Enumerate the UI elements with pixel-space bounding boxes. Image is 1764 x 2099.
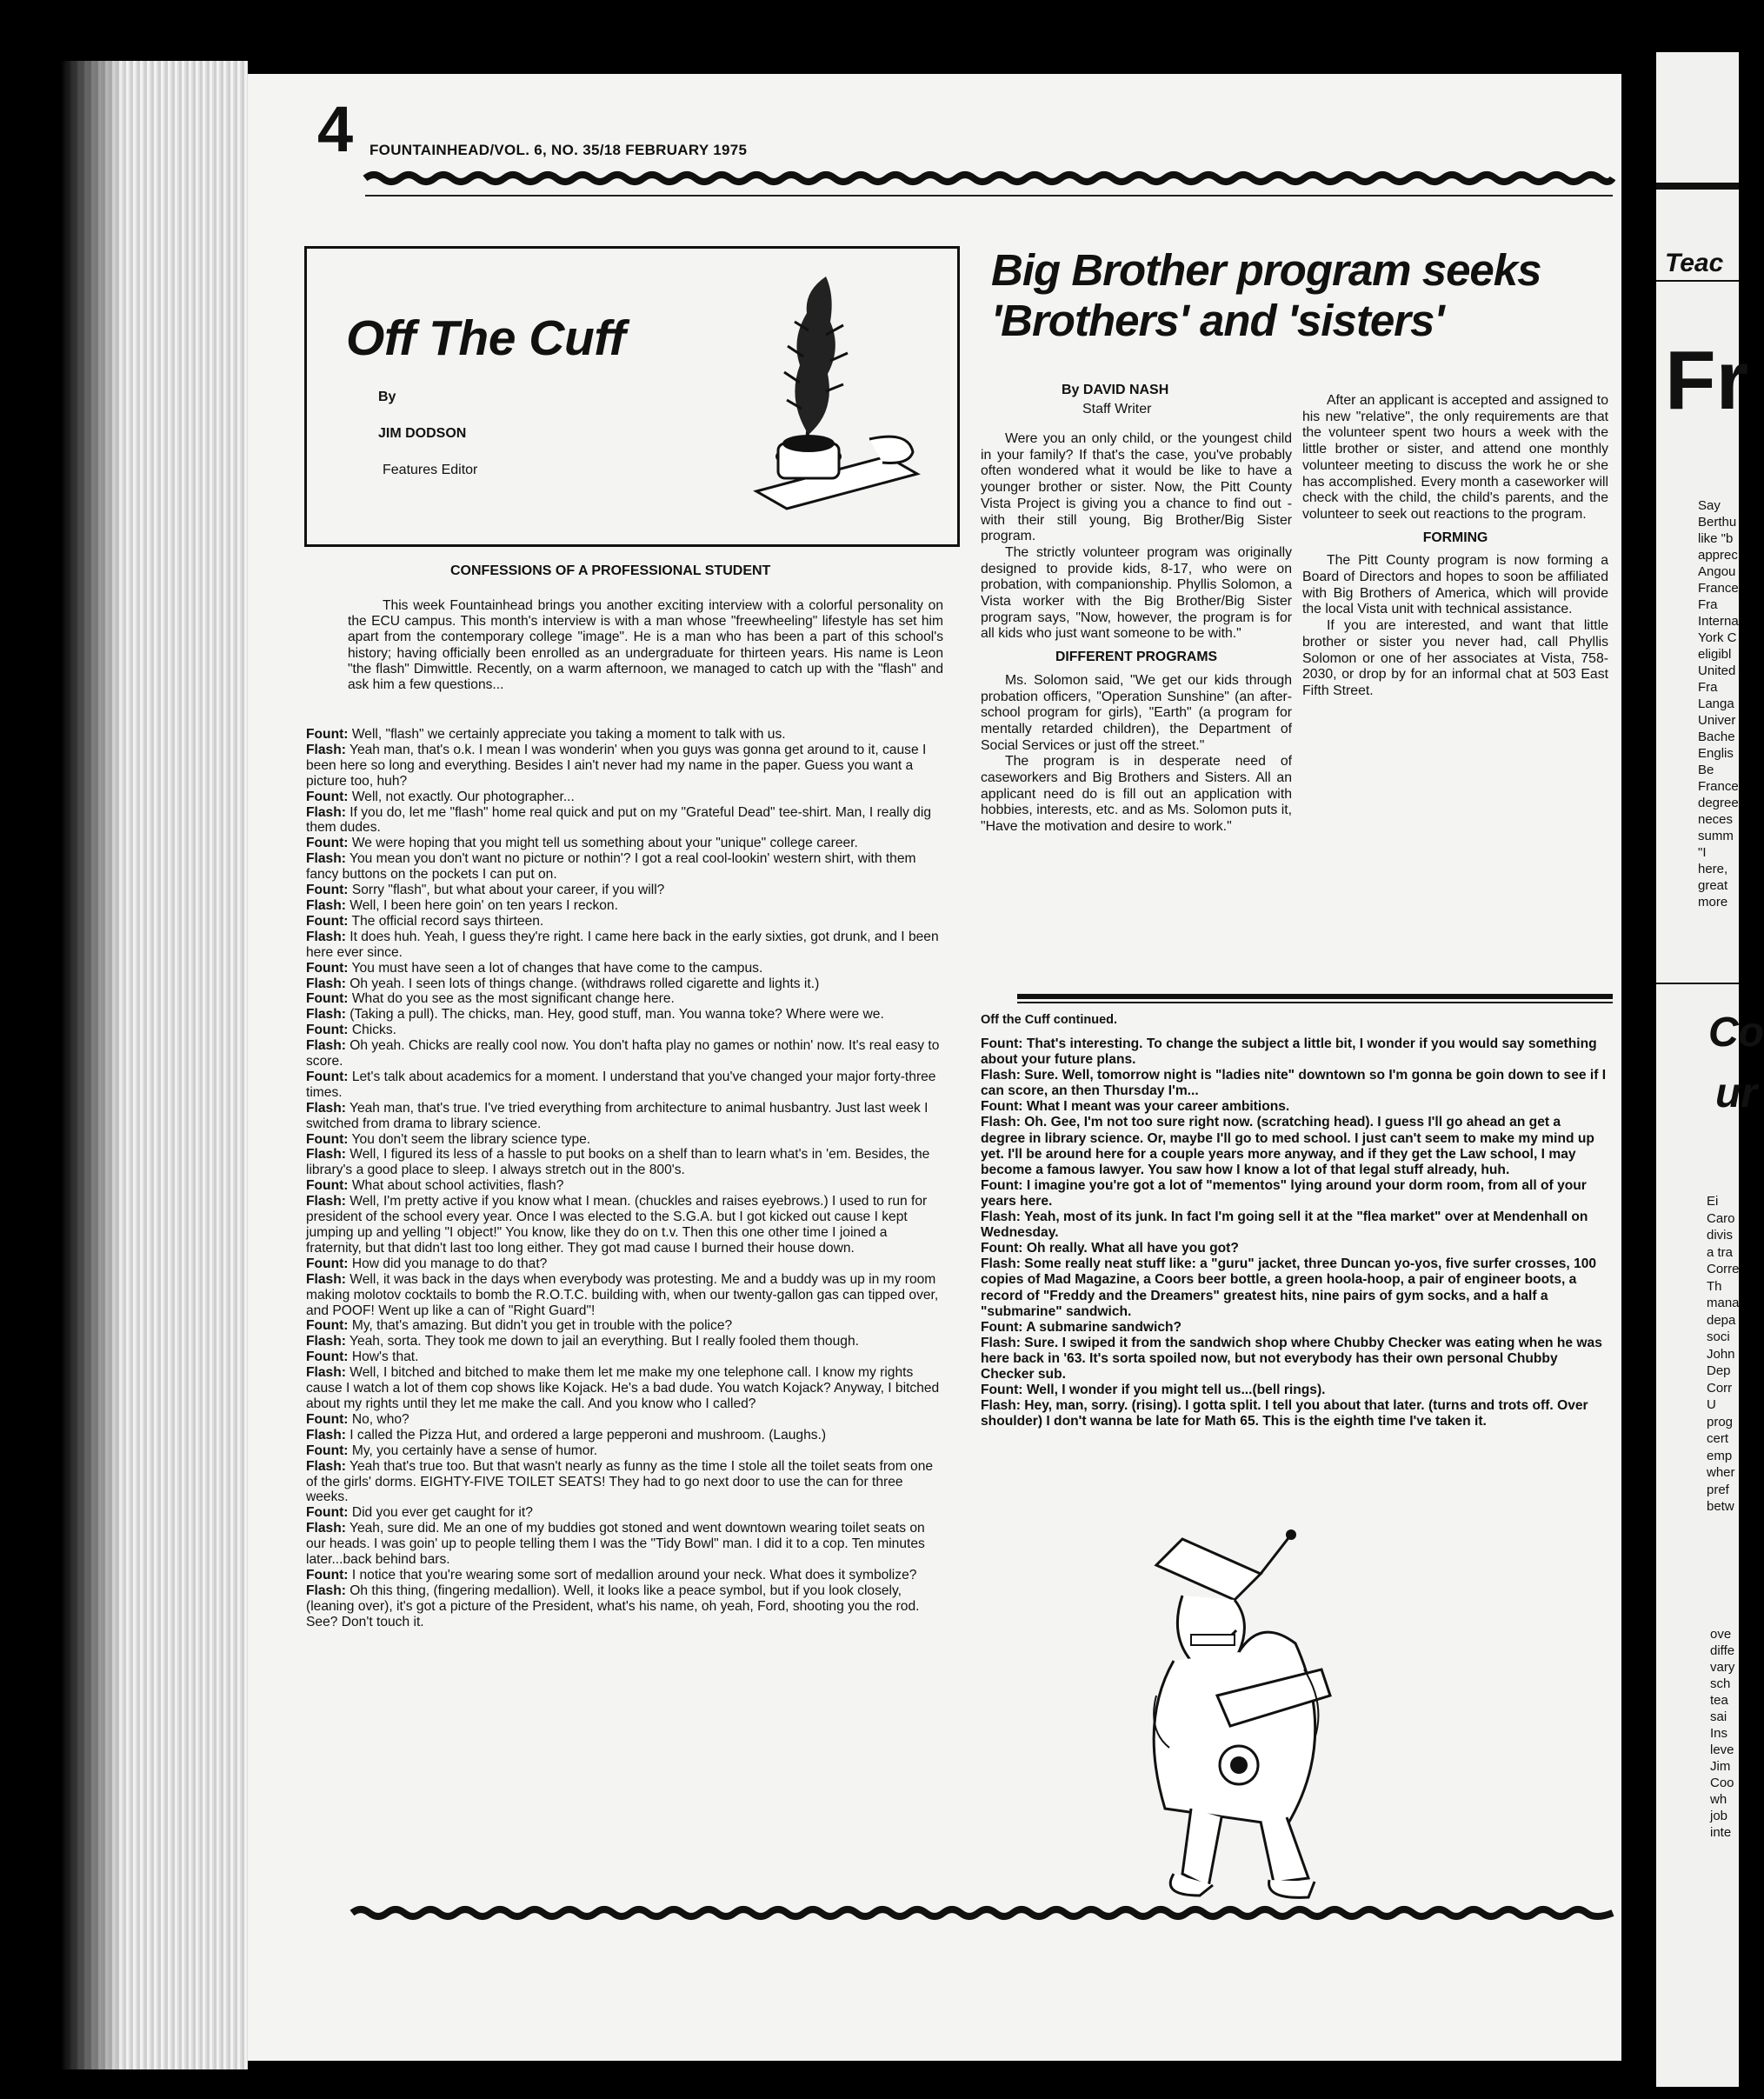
dialogue-line <box>306 1428 943 1443</box>
fragment-line: depa <box>1707 1312 1736 1328</box>
dialogue-line <box>306 1069 943 1101</box>
dialogue-text: Well, I been here goin' on ten years I reckon. <box>345 897 618 913</box>
dialogue-line <box>306 1459 943 1506</box>
speaker-label: Fount: <box>306 1567 349 1583</box>
big-brother-headline <box>991 245 1617 346</box>
fragment-line: Angou <box>1698 564 1736 579</box>
dialogue-line <box>306 1194 943 1256</box>
dialogue-line <box>306 1038 943 1069</box>
dialogue-line <box>981 1209 1607 1241</box>
fragment-line: leve <box>1710 1743 1734 1757</box>
fragment-line: more <box>1698 895 1728 910</box>
big-brother-column-1 <box>981 431 1292 836</box>
fragment-line: great <box>1698 878 1728 893</box>
fragment-line: sai <box>1710 1709 1727 1724</box>
speaker-label: Flash: <box>306 929 346 944</box>
fragment-line: "I <box>1698 845 1707 860</box>
fragment-line: Interna <box>1698 614 1739 629</box>
dialogue-text: The official record says thirteen. <box>348 913 544 929</box>
dialogue-line <box>306 898 943 914</box>
speaker-label: Fount: <box>306 1023 349 1038</box>
speaker-label: Fount: <box>306 1505 349 1521</box>
dialogue-text: Yeah, sorta. They took me down to jail an everything. But I really fooled them though. <box>345 1334 859 1349</box>
dialogue-line <box>306 1007 943 1023</box>
dialogue-line <box>306 961 943 976</box>
dialogue-text: Yeah that's true too. But that wasn't nearly as funny as the time I stole all the toilet seats from one of the girls' dorms. EIGHTY-FIVE TOILET SEATS! They had to go next door to use the can for three weeks. <box>306 1458 934 1505</box>
next-page-column-b <box>1707 1193 1740 1516</box>
fragment-line: diffe <box>1710 1643 1735 1658</box>
fragment-line: Univer <box>1698 713 1736 728</box>
fragment-line: Langa <box>1698 696 1734 711</box>
dialogue-text: We were hoping that you might tell us something about your "unique" college career. <box>348 836 858 851</box>
speaker-label: Fount: <box>981 1319 1023 1335</box>
speaker-label: Fount: <box>306 1069 349 1084</box>
speaker-label: Fount: <box>306 960 349 976</box>
fragment-line: Ei <box>1707 1194 1719 1209</box>
speaker-label: Fount: <box>306 1318 349 1334</box>
fragment-line: pref <box>1707 1482 1729 1497</box>
fragment-line: U <box>1707 1397 1716 1412</box>
feature-intro: This week Fountainhead brings you another exciting interview with a colorful personality on the ECU campus. This month's interview is with a man whose "freewheeling" lifestyle has set him apart from the contemporary college "image". He is a man who has been a part of this school's history; having officially been enrolled as an undergraduate for thirteen years. His name is Leon "the flash" Dimwittle. Recently, on a warm afternoon, we managed to catch up with the "flash" and ask him a few questions... <box>348 598 943 693</box>
speaker-label: Flash: <box>306 976 346 991</box>
speaker-label: Flash: <box>306 1334 346 1349</box>
dialogue-text: What do you see as the most significant change here. <box>348 991 675 1007</box>
fragment-line: like "b <box>1698 531 1734 546</box>
dialogue-line <box>306 883 943 898</box>
binding-gutter <box>1621 0 1656 2099</box>
speaker-label: Flash: <box>306 1458 346 1474</box>
speaker-label: Flash: <box>306 1521 346 1536</box>
dialogue-line <box>306 1023 943 1038</box>
divider-rule-thin <box>1017 1002 1613 1003</box>
fragment-line: Bache <box>1698 730 1735 744</box>
dialogue-line <box>306 1318 943 1334</box>
dialogue-text: Oh yeah. I seen lots of things change. (withdraws rolled cigarette and lights it.) <box>345 976 820 991</box>
dialogue-text: Well, I bitched and bitched to make them let me make my one telephone call. I know my rights cause I watch a lot of them cop shows like Kojack. He's a bad dude. You watch Kojack? Anyway, I bitched about my rights until they let me make the call. And you know who I called? <box>306 1365 940 1411</box>
paragraph: If you are interested, and want that little brother or sister you never had, call Phyllis Solomon or one of her associates at Vista, 758-2030, or drop by for an informal chat at 503 East Fifth Street. <box>1302 618 1608 698</box>
speaker-label: Flash: <box>306 1007 346 1023</box>
dialogue-text: A submarine sandwich? <box>1022 1319 1182 1335</box>
fragment-line: Caro <box>1707 1210 1735 1226</box>
speaker-label: Fount: <box>306 727 349 742</box>
page-number: 4 <box>317 93 354 165</box>
dialogue-text: That's interesting. To change the subject a little bit, I wonder if you would say something about your future plans. <box>981 1036 1597 1068</box>
speaker-label: Fount: <box>306 1178 349 1194</box>
dialogue-text: My, you certainly have a sense of humor. <box>348 1443 598 1458</box>
big-brother-byline: By DAVID NASH <box>1062 383 1169 397</box>
dialogue-line <box>981 1398 1607 1429</box>
fragment-line: sch <box>1710 1676 1731 1691</box>
fragment-line: Corre <box>1707 1262 1740 1276</box>
speaker-label: Flash: <box>306 1038 346 1054</box>
dialogue-line <box>306 1272 943 1319</box>
dialogue-text: Let's talk about academics for a moment. I understand that you've changed your major forty-three times. <box>306 1069 936 1100</box>
dialogue-line <box>306 1147 943 1178</box>
speaker-label: Fount: <box>306 1131 349 1147</box>
dialogue-line <box>981 1036 1607 1068</box>
speaker-label: Flash: <box>306 1583 346 1598</box>
speaker-label: Fount: <box>981 1036 1023 1051</box>
dialogue-text: Oh really. What all have you got? <box>1022 1241 1239 1256</box>
dialogue-line <box>981 1115 1607 1177</box>
speaker-label: Flash: <box>306 1194 346 1209</box>
fragment-line: degree <box>1698 796 1739 810</box>
dialogue-text: Chicks. <box>348 1023 396 1038</box>
dialogue-text: You don't seem the library science type. <box>348 1131 591 1147</box>
paragraph: Ms. Solomon said, "We get our kids through probation officers, "Operation Sunshine" (an after-school program for girls), "Earth" (a program for mentally retarded children), the Department of Social Services or just off the street." <box>981 672 1292 753</box>
dialogue-text: Well, "flash" we certainly appreciate you taking a moment to talk with us. <box>348 727 786 742</box>
next-page-headline-2b: ur <box>1715 1070 1757 1116</box>
dialogue-text: No, who? <box>348 1411 409 1427</box>
fragment-line: Fra <box>1698 597 1718 612</box>
dialogue-text: It does huh. Yeah, I guess they're right. I came here back in the early sixties, got drunk, and I been here ever since. <box>306 929 939 960</box>
dialogue-line <box>306 1443 943 1459</box>
dialogue-text: Some really neat stuff like: a "guru" jacket, three Duncan yo-yos, five surfer crosses, 100 copies of Mad Magazine, a Coors beer bottle, a green hoola-hoop, a pair of engineer boots, a record of "Freddy and the Dreamers" greatest hits, nine pairs of gym socks, and a half a "submarine" sandwich. <box>981 1256 1597 1319</box>
speaker-label: Flash: <box>981 1398 1021 1414</box>
issue-line: FOUNTAINHEAD/VOL. 6, NO. 35/18 FEBRUARY 1975 <box>369 142 748 158</box>
dialogue-text: Oh. Gee, I'm not too sure right now. (scratching head). I guess I'll go ahead an get a degree in library science. Or, maybe I'll go to med school. I just can't seem to make my mind up yet. I'll be around here for a couple years more anyway, and if they get the Law school, I may become a famous lawyer. You saw how I know a lot of that legal stuff already, huh. <box>981 1115 1594 1177</box>
feature-author: JIM DODSON <box>378 426 467 441</box>
dialogue-line <box>306 1101 943 1132</box>
dialogue-line <box>306 1583 943 1630</box>
speaker-label: Flash: <box>306 1427 346 1443</box>
fragment-line: soci <box>1707 1329 1730 1344</box>
page-stack-edge <box>61 61 248 2069</box>
dialogue-line <box>306 914 943 930</box>
dialogue-text: Sure. I swiped it from the sandwich shop where Chubby Checker was eating when he was here back in '63. It's sorta spoiled now, but not everybody has their own personal Chubby Checker sub. <box>981 1335 1602 1382</box>
dialogue-text: My, that's amazing. But didn't you get in trouble with the police? <box>348 1318 733 1334</box>
dialogue-text: I called the Pizza Hut, and ordered a large pepperoni and mushroom. (Laughs.) <box>345 1427 827 1443</box>
paragraph: The strictly volunteer program was originally designed to provide kids, 8-17, who were on probation, with companionship. Phyllis Solomon, a Vista worker with the Big Brother/Big Sister program says, "Now, however, the program is for all kids who just want someone to be with." <box>981 544 1292 642</box>
dialogue-line <box>306 1412 943 1428</box>
fragment-line: France <box>1698 581 1739 596</box>
dialogue-line <box>306 851 943 883</box>
speaker-label: Flash: <box>306 1271 346 1287</box>
dialogue-text: You mean you don't want no picture or nothin'? I got a real cool-lookin' western shirt, with them fancy buttons on the pockets I can put on. <box>306 851 916 883</box>
speaker-label: Fount: <box>306 991 349 1007</box>
fragment-line: Fra <box>1698 680 1718 695</box>
paragraph: Were you an only child, or the youngest child in your family? If that's the case, you've probably often wondered what it would be like to have a younger brother or sister. Now, the Pitt County Vista Project is giving you a chance to find out - with their still young, Big Brother/Big Sister program. <box>981 431 1292 544</box>
dialogue-line <box>306 1505 943 1521</box>
fragment-line: Berthu <box>1698 515 1737 530</box>
fragment-line: here, <box>1698 862 1728 876</box>
dialogue-line <box>306 976 943 992</box>
dialogue-text: Sure. Well, tomorrow night is "ladies nite" downtown so I'm gonna be goin down to see if I can score, an then Thursday I'm... <box>981 1068 1607 1099</box>
speaker-label: Flash: <box>306 851 346 867</box>
speaker-label: Fount: <box>306 883 349 898</box>
dialogue-text: I notice that you're wearing some sort of medallion around your neck. What does it symbolize? <box>348 1567 917 1583</box>
fragment-line: Say <box>1698 498 1721 513</box>
speaker-label: Fount: <box>306 836 349 851</box>
fragment-line: summ <box>1698 829 1734 843</box>
feature-by: By <box>378 390 396 404</box>
speaker-label: Fount: <box>306 1411 349 1427</box>
speaker-label: Flash: <box>306 1147 346 1163</box>
dialogue-text: Sorry "flash", but what about your career, if you will? <box>348 883 665 898</box>
fragment-line: inte <box>1710 1825 1732 1840</box>
section-heading: CONFESSIONS OF A PROFESSIONAL STUDENT <box>450 563 771 578</box>
fragment-line: a tra <box>1707 1244 1734 1260</box>
header-thin-rule <box>365 195 1613 197</box>
graduate-cartoon-illustration <box>1087 1522 1417 1904</box>
dialogue-text: How did you manage to do that? <box>348 1256 548 1271</box>
next-page-headline: Fr <box>1665 334 1748 427</box>
fragment-line: Coo <box>1710 1776 1734 1790</box>
speaker-label: Fount: <box>981 1177 1023 1193</box>
speaker-label: Flash: <box>981 1115 1021 1130</box>
speaker-label: Flash: <box>306 742 346 757</box>
dialogue-text: Well, I figured its less of a hassle to put books on a shelf than to learn what's in 'em. Besides, the library's a good place to sleep. I always stretch out in the 800's. <box>306 1147 930 1178</box>
interview-transcript <box>306 727 943 1630</box>
speaker-label: Fount: <box>981 1241 1023 1256</box>
dialogue-text: Yeah man, that's o.k. I mean I was wonderin' when you guys was gonna get around to it, cause I been here so long and everything. Besides I ain't never had my name in the paper. Guess you want a picture too, huh? <box>306 742 927 789</box>
dialogue-text: Yeah, sure did. Me an one of my buddies got stoned and went downtown wearing toilet seats on our heads. I was goin' up to people telling them I was the "Tidy Bowl" man. I did it to a cop. Ten minutes later...back behind bars. <box>306 1521 925 1568</box>
fragment-line: divis <box>1707 1228 1734 1243</box>
dialogue-text: Well, I'm pretty active if you know what I mean. (chuckles and raises eyebrows.) I used to run for president of the school every year. Once I was elected to the S.G.A. but I got kicked out cause I kept jumping up and yelling "I object!" You know, like they do on t.v. Then this one other time I joined a fraternity, but that didn't last too long either. They got mad cause I burned their house down. <box>306 1194 928 1256</box>
fragment-line: apprec <box>1698 548 1738 563</box>
feature-title: Off The Cuff <box>346 310 626 366</box>
dialogue-text: Yeah, most of its junk. In fact I'm going sell it at the "flea market" over at Mendenhall on Wednesday. <box>981 1209 1588 1241</box>
fragment-line: Englis <box>1698 746 1734 761</box>
dialogue-line <box>981 1383 1607 1398</box>
speaker-label: Fount: <box>306 1443 349 1458</box>
fragment-line: cert <box>1707 1431 1729 1446</box>
dialogue-text: (Taking a pull). The chicks, man. Hey, good stuff, man. You wanna toke? Where were we. <box>345 1007 884 1023</box>
dialogue-line <box>981 1320 1607 1336</box>
speaker-label: Flash: <box>981 1256 1021 1272</box>
dialogue-line <box>981 1241 1607 1256</box>
fragment-line: betw <box>1707 1499 1734 1514</box>
fragment-line: United <box>1698 663 1736 678</box>
speaker-label: Flash: <box>981 1068 1021 1083</box>
dialogue-text: Did you ever get caught for it? <box>348 1505 533 1521</box>
quill-and-inkwell-illustration <box>704 270 930 513</box>
big-brother-staff: Staff Writer <box>1082 402 1152 416</box>
dialogue-text: If you do, let me "flash" home real quick and put on my "Grateful Dead" tee-shirt. Man, I really dig them dudes. <box>306 804 931 836</box>
interview-continued <box>981 1036 1607 1429</box>
footer-wavy-rule <box>352 1904 1613 1922</box>
paragraph: The program is in desperate need of caseworkers and Big Brothers and Sisters. All an applicant need do is fill out an application with hobbies, interests, etc. and as Ms. Solomon puts it, "Have the motivation and desire to work." <box>981 754 1292 835</box>
speaker-label: Flash: <box>306 1100 346 1116</box>
continued-label: Off the Cuff continued. <box>981 1013 1118 1027</box>
dialogue-line <box>306 1365 943 1412</box>
dialogue-line <box>306 1256 943 1272</box>
headline-line-2: 'Brothers' and 'sisters' <box>991 296 1444 345</box>
fragment-line: job <box>1710 1809 1728 1823</box>
speaker-label: Fount: <box>306 1256 349 1271</box>
speaker-label: Flash: <box>981 1335 1021 1350</box>
dialogue-text: You must have seen a lot of changes that have come to the campus. <box>348 960 763 976</box>
feature-author-role: Features Editor <box>383 463 478 477</box>
fragment-line: Corr <box>1707 1380 1733 1396</box>
paragraph: The Pitt County program is now forming a Board of Directors and hopes to soon be affiliated with Big Brothers of America, which will provide the local Vista unit with technical assistance. <box>1302 553 1608 617</box>
dialogue-text: How's that. <box>348 1349 419 1365</box>
dialogue-text: Oh yeah. Chicks are really cool now. You don't hafta play no games or nothin' now. It's real easy to score. <box>306 1038 940 1069</box>
fragment-line: John <box>1707 1346 1735 1362</box>
dialogue-line <box>981 1336 1607 1383</box>
speaker-label: Flash: <box>981 1209 1021 1225</box>
dialogue-text: Hey, man, sorry. (rising). I gotta split. I tell you about that later. (turns and trots off. Over shoulder) I don't wanna be late for Math 65. This is the eighth time I've taken it. <box>981 1398 1588 1429</box>
next-page-column-a <box>1698 497 1739 910</box>
dialogue-line <box>981 1068 1607 1099</box>
dialogue-line <box>306 1178 943 1194</box>
speaker-label: Fount: <box>306 789 349 804</box>
paragraph: After an applicant is accepted and assigned to his new "relative", the only requirements are that the volunteer spent two hours a week with the little brother or sister, and attend one monthly volunteer meeting to discuss the work he or she has accomplished. Every month a caseworker will check with the child, the child's parents, and the volunteer to seek out reactions to the program. <box>1302 393 1608 522</box>
dialogue-line <box>306 1349 943 1365</box>
dialogue-line <box>306 1521 943 1568</box>
dialogue-text: What I meant was your career ambitions. <box>1022 1099 1290 1115</box>
dialogue-text: Well, I wonder if you might tell us...(bell rings). <box>1022 1383 1326 1398</box>
dialogue-line <box>306 790 943 805</box>
fragment-line: tea <box>1710 1693 1728 1708</box>
dialogue-line <box>306 930 943 961</box>
dialogue-line <box>306 1132 943 1148</box>
speaker-label: Fount: <box>306 913 349 929</box>
fragment-line: Th <box>1707 1278 1722 1294</box>
fragment-line: Dep <box>1707 1363 1731 1378</box>
dialogue-line <box>306 743 943 790</box>
dialogue-text: Oh this thing, (fingering medallion). Well, it looks like a peace symbol, but if you look closely, (leaning over), it's got a picture of the President, what's his name, oh yeah, Ford, shooting you the rod. See? Don't touch it. <box>306 1583 920 1629</box>
fragment-line: vary <box>1710 1660 1735 1675</box>
speaker-label: Flash: <box>306 1365 346 1381</box>
dialogue-text: I imagine you're got a lot of "mementos" lying around your dorm room, from all of your years here. <box>981 1177 1587 1209</box>
dialogue-line <box>306 836 943 851</box>
big-brother-column-2 <box>1302 393 1608 700</box>
fragment-line: York C <box>1698 630 1737 645</box>
dialogue-line <box>981 1178 1607 1209</box>
divider-rule <box>1017 994 1613 999</box>
headline-line-1: Big Brother program seeks <box>991 245 1541 295</box>
dialogue-line <box>306 805 943 836</box>
fragment-line: ove <box>1710 1627 1732 1642</box>
dialogue-text: What about school activities, flash? <box>348 1178 564 1194</box>
subhead: FORMING <box>1422 530 1488 545</box>
next-page-column-c <box>1710 1626 1734 1841</box>
speaker-label: Fount: <box>981 1383 1023 1398</box>
fragment-line: France <box>1698 779 1739 794</box>
fragment-line: Ins <box>1710 1726 1728 1741</box>
next-page-kicker: Teac <box>1665 249 1724 277</box>
speaker-label: Fount: <box>981 1099 1023 1115</box>
fragment-line: mana <box>1707 1296 1740 1310</box>
fragment-line: eligibl <box>1698 647 1732 662</box>
fragment-line: prog <box>1707 1414 1734 1429</box>
subhead: DIFFERENT PROGRAMS <box>1055 650 1218 665</box>
fragment-line: neces <box>1698 812 1734 827</box>
dialogue-line <box>306 1334 943 1349</box>
dialogue-text: Yeah man, that's true. I've tried everything from architecture to animal husbantry. Just last week I switched from drama to library science. <box>306 1100 929 1131</box>
next-page-fragment <box>1656 52 1764 2087</box>
speaker-label: Fount: <box>306 1349 349 1365</box>
fragment-line: wh <box>1710 1792 1727 1807</box>
fragment-line: emp <box>1707 1448 1733 1463</box>
dialogue-line <box>306 991 943 1007</box>
dialogue-line <box>306 727 943 743</box>
fragment-line: Be <box>1698 763 1714 777</box>
dialogue-line <box>981 1256 1607 1319</box>
dialogue-line <box>306 1568 943 1583</box>
dialogue-text: Well, it was back in the days when everybody was protesting. Me and a buddy was up in my room making molotov cocktails to bomb the R.O.T.C. building with, when our twenty-gallon gas can tipped over, and POOF! Went up like a can of "Right Guard"! <box>306 1271 939 1318</box>
header-wavy-rule <box>365 170 1613 187</box>
fragment-line: wher <box>1707 1465 1735 1480</box>
dialogue-text: Well, not exactly. Our photographer... <box>348 789 575 804</box>
fragment-line: Jim <box>1710 1759 1731 1774</box>
speaker-label: Flash: <box>306 804 346 820</box>
next-page-headline-2a: Co <box>1708 1010 1764 1056</box>
speaker-label: Flash: <box>306 897 346 913</box>
dialogue-line <box>981 1099 1607 1115</box>
